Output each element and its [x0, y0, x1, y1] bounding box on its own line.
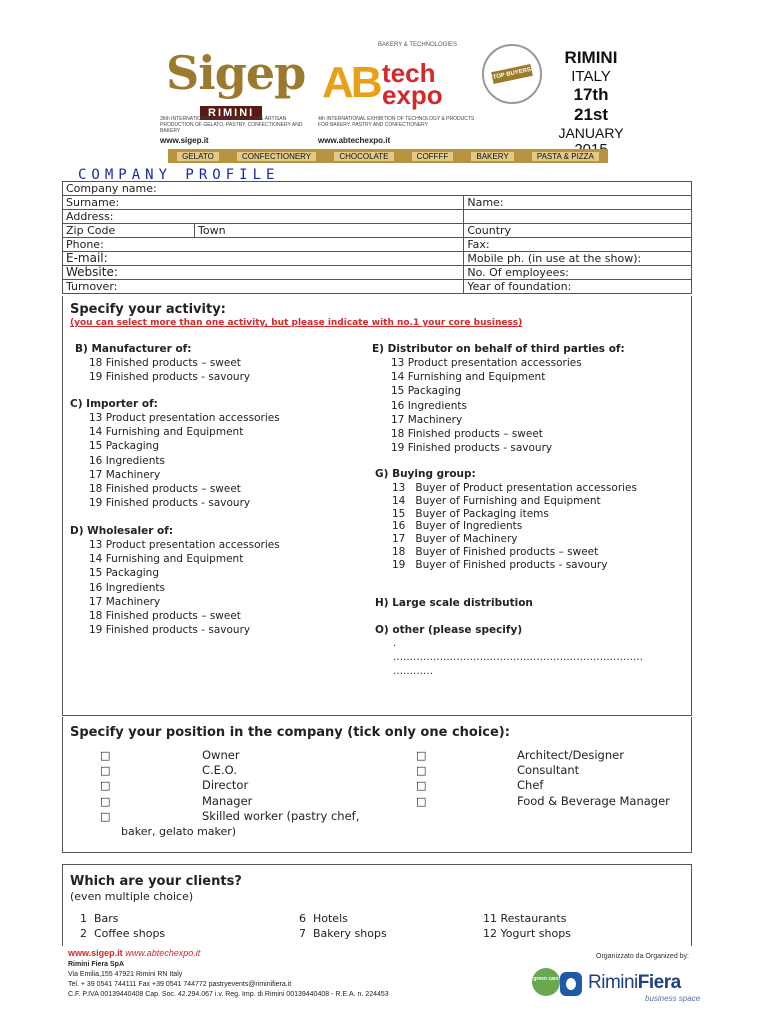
activity-heading: Specify your activity: [70, 302, 226, 317]
address-field[interactable]: Address: [63, 210, 464, 224]
list-item[interactable]: 18 Buyer of Finished products – sweet [392, 545, 599, 558]
list-item[interactable]: 19 Finished products - savoury [89, 371, 251, 384]
list-item[interactable]: 18 Finished products – sweet [89, 357, 241, 369]
foundation-field[interactable]: Year of foundation: [464, 280, 692, 294]
list-item[interactable]: 14 Furnishing and Equipment [89, 426, 244, 439]
list-item[interactable]: 13 Product presentation accessories [89, 539, 280, 551]
client-option[interactable]: 12 Yogurt shops [483, 927, 571, 941]
position-option-skilled-worker-cont: baker, gelato maker) [121, 825, 237, 838]
sigep-logo [166, 46, 316, 120]
list-item[interactable]: 16 Ingredients [89, 581, 165, 594]
employees-field[interactable]: No. Of employees: [464, 266, 692, 280]
riminifiera-name [588, 972, 681, 994]
footer-contact-info [68, 960, 389, 1000]
other-dot: . [393, 638, 397, 649]
footer-abtech-link[interactable]: www.abtechexpo.it [125, 948, 201, 958]
abtech-tech-word: tech [382, 58, 436, 88]
group-b-list [89, 356, 250, 384]
category-item: COFFFF [412, 152, 454, 161]
list-item[interactable]: 16 Ingredients [89, 454, 165, 467]
riminifiera-mark-icon [560, 972, 582, 996]
list-item[interactable]: 15 Buyer of Packaging items [392, 507, 549, 520]
turnover-field[interactable]: Turnover: [63, 280, 464, 294]
group-g-list [392, 482, 637, 572]
list-item[interactable]: 18 Finished products – sweet [89, 610, 241, 623]
footer-sigep-link[interactable]: www.sigep.it [68, 948, 123, 958]
client-option[interactable]: 1 Bars [80, 912, 119, 925]
checkbox[interactable]: □ [100, 809, 111, 823]
group-c-list [89, 411, 280, 510]
checkbox[interactable]: □ [100, 764, 111, 778]
date-days: 17th 21st [573, 85, 609, 124]
group-d-list [89, 538, 280, 637]
client-option[interactable]: 11 Restaurants [483, 912, 567, 925]
other-specify-line[interactable]: ………………………………………………………………… [393, 652, 643, 663]
position-options-right [517, 748, 670, 809]
date-country: ITALY [571, 68, 611, 85]
surname-field[interactable]: Surname: [63, 196, 464, 210]
company-info-table [62, 181, 692, 294]
list-item[interactable]: 15 Packaging [391, 385, 461, 398]
category-bar [168, 149, 608, 163]
riminifiera-logo [532, 966, 707, 1006]
website-field[interactable]: Website: [63, 266, 464, 280]
organized-by-label: Organizzato da Organized by: [596, 953, 689, 960]
group-e-title[interactable]: E) Distributor on behalf of third parties of: [372, 343, 625, 355]
seal-label: TOP BUYERS [491, 64, 533, 84]
list-item[interactable]: 16 Ingredients [391, 399, 467, 412]
position-option-consultant: Consultant [517, 763, 580, 778]
list-item[interactable]: 19 Finished products - savoury [89, 497, 251, 510]
checkbox[interactable]: □ [416, 779, 427, 793]
checkbox[interactable]: □ [100, 794, 111, 808]
page-title: COMPANY PROFILE [78, 167, 280, 183]
abtech-expo-word: expo [382, 80, 443, 110]
category-item: PASTA & PIZZA [532, 152, 599, 161]
clients-col-1 [80, 911, 165, 941]
list-item[interactable]: 13 Product presentation accessories [391, 357, 582, 369]
date-city: RIMINI [564, 48, 618, 67]
group-g-title[interactable]: G) Buying group: [375, 468, 476, 480]
footer-links [68, 948, 200, 958]
position-options-left [202, 748, 359, 824]
phone-field[interactable]: Phone: [63, 238, 464, 252]
position-option-ceo: C.E.O. [202, 763, 237, 778]
list-item[interactable]: 17 Machinery [89, 468, 161, 481]
clients-subheading: (even multiple choice) [70, 890, 194, 903]
abtech-tech [382, 58, 443, 110]
top-buyers-seal [482, 44, 542, 104]
brand-fiera: Fiera [637, 972, 681, 993]
list-item[interactable]: 14 Furnishing and Equipment [89, 553, 244, 566]
checkbox[interactable]: □ [416, 794, 427, 808]
list-item[interactable]: 13 Product presentation accessories [89, 412, 280, 424]
category-item: CONFECTIONERY [237, 152, 316, 161]
clients-heading: Which are your clients? [70, 874, 242, 889]
position-option-skilled-worker: Skilled worker (pastry chef, [202, 808, 360, 823]
footer-contacts: Tel. + 39 0541 744111 Fax +39 0541 744772 pastryevents@riminifiera.it [68, 981, 292, 988]
brand-tagline: business space [645, 994, 701, 1003]
other-specify-line-2[interactable]: ………… [393, 666, 433, 677]
event-date [556, 48, 626, 158]
page-header [160, 38, 624, 166]
client-option[interactable]: 7 Bakery shops [299, 927, 387, 941]
clients-col-2 [299, 911, 387, 941]
fax-field[interactable]: Fax: [464, 238, 692, 252]
checkbox[interactable]: □ [100, 749, 111, 762]
activity-note: (you can select more than one activity, but please indicate with no.1 your core business) [70, 318, 523, 328]
list-item[interactable]: 17 Machinery [391, 413, 463, 426]
position-option-manager: Manager [202, 793, 253, 808]
list-item[interactable]: 18 Finished products – sweet [89, 483, 241, 496]
name-field[interactable]: Name: [464, 196, 692, 210]
checkbox[interactable]: □ [100, 779, 111, 793]
category-item: GELATO [177, 152, 219, 161]
sigep-city: RIMINI [200, 106, 262, 120]
category-item: BAKERY [471, 152, 513, 161]
list-item[interactable]: 14 Furnishing and Equipment [391, 371, 546, 384]
green-care-badge: green care [532, 968, 560, 996]
position-option-owner: Owner [202, 748, 240, 762]
list-item[interactable]: 17 Machinery [89, 595, 161, 608]
category-item: CHOCOLATE [334, 152, 393, 161]
email-field[interactable]: E-mail: [63, 252, 464, 266]
group-c-title[interactable]: C) Importer of: [70, 398, 158, 410]
abtech-url[interactable]: www.abtechexpo.it [318, 136, 391, 145]
client-option[interactable]: 2 Coffee shops [80, 927, 166, 941]
position-option-fb-manager: Food & Beverage Manager [517, 793, 670, 808]
sigep-description: 36th INTERNATIONAL EXHIBITION FOR THE ARTISAN PRODUCTION OF GELATO, PASTRY, CONFECTIONERY AND BAKERY [160, 116, 303, 134]
position-option-chef: Chef [517, 778, 544, 793]
group-h-title[interactable]: H) Large scale distribution [375, 597, 533, 609]
group-b-title[interactable]: B) Manufacturer of: [75, 343, 192, 355]
abtech-ab: AB [322, 58, 380, 107]
sigep-url[interactable]: www.sigep.it [160, 136, 209, 145]
mobile-field[interactable]: Mobile ph. (in use at the show): [464, 252, 692, 266]
abtech-logo [318, 38, 475, 145]
position-heading: Specify your position in the company (tick only one choice): [70, 725, 510, 740]
zip-field[interactable]: Zip Code [63, 224, 195, 238]
group-d-title[interactable]: D) Wholesaler of: [70, 525, 174, 537]
position-option-director: Director [202, 778, 249, 793]
company-name-field[interactable]: Company name: [63, 182, 692, 196]
country-field[interactable]: Country [464, 224, 692, 238]
abtech-description: 4th INTERNATIONAL EXHIBITION OF TECHNOLOGY & PRODUCTS FOR BAKERY, PASTRY AND CONFECTIONERY [318, 116, 475, 128]
list-item[interactable]: 18 Finished products – sweet [391, 428, 543, 441]
position-checkboxes-left [100, 748, 110, 824]
footer-address: Via Emilia,155 47921 Rimini RN Italy [68, 971, 183, 978]
checkbox[interactable]: □ [416, 764, 427, 778]
list-item[interactable]: 14 Buyer of Furnishing and Equipment [392, 494, 601, 507]
clients-col-3 [483, 911, 571, 941]
footer-company: Rimini Fiera SpA [68, 961, 125, 968]
abtech-top-label: BAKERY & TECHNOLOGIES [378, 42, 458, 48]
brand-rimini: Rimini [588, 972, 638, 993]
date-month: JANUARY [558, 125, 624, 141]
group-e-list [391, 356, 582, 455]
checkbox[interactable]: □ [416, 749, 427, 762]
list-item[interactable]: 17 Buyer of Machinery [392, 533, 518, 546]
client-option[interactable]: 6 Hotels [299, 912, 348, 925]
position-option-architect: Architect/Designer [517, 748, 624, 762]
list-item[interactable]: 15 Packaging [89, 567, 159, 580]
sigep-logo-text: Sigep [166, 46, 306, 100]
footer-legal: C.F. P.IVA 00139440408 Cap. Soc. 42.294.067 i.v. Reg. Imp. di Rimini 00139440408 - R.E.A. n. 224453 [68, 991, 389, 998]
address-extra-field[interactable] [464, 210, 692, 224]
list-item[interactable]: 13 Buyer of Product presentation accessories [392, 482, 637, 494]
list-item[interactable]: 16 Buyer of Ingredients [392, 520, 523, 533]
list-item[interactable]: 15 Packaging [89, 440, 159, 453]
list-item[interactable]: 19 Buyer of Finished products - savoury [392, 558, 608, 571]
group-o-title[interactable]: O) other (please specify) [375, 624, 523, 636]
position-checkboxes-right [416, 748, 426, 809]
town-field[interactable]: Town [195, 224, 464, 238]
list-item[interactable]: 19 Finished products - savoury [391, 442, 553, 455]
list-item[interactable]: 19 Finished products - savoury [89, 624, 251, 637]
